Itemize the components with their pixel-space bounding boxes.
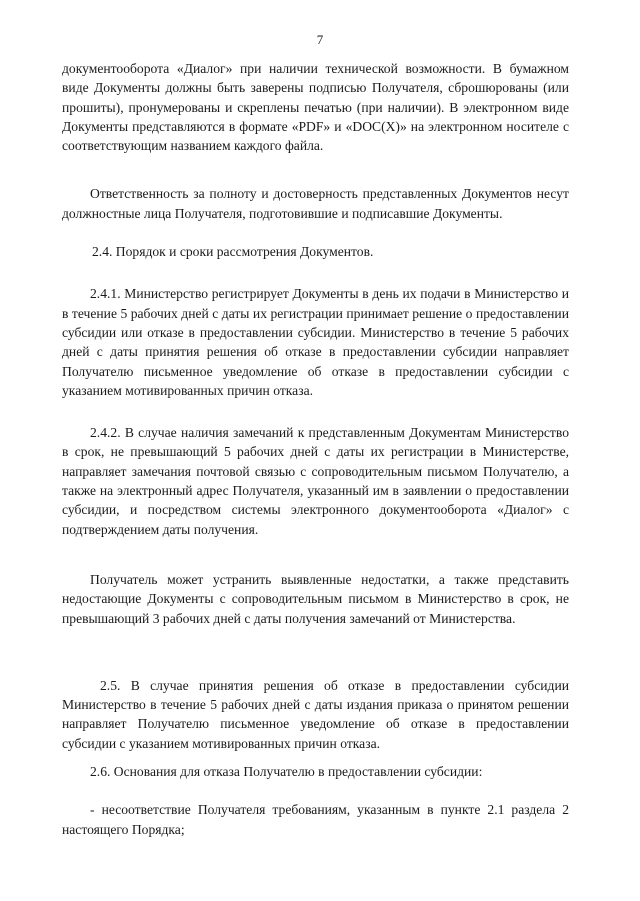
document-body bbox=[62, 59, 569, 839]
paragraph-2-5: 2.5. В случае принятия решения об отказе в предоставлении субсидии Министерство в течение 5 рабочих дней с даты издания приказа о принятом решении направляет Получателю письменное уведомление об отказе в предоставлении субсидии с указанием мотивированных причин отказа. bbox=[62, 677, 569, 751]
paragraph-2-4-1: 2.4.1. Министерство регистрирует Документы в день их подачи в Министерство и в течение 5 рабочих дней с даты их регистрации принимает решение о предоставлении субсидии или отказе в предоставлении субсидии. Министерство в течение 5 рабочих дней с даты принятия решения об отказе в предоставлении субсидии направляет Получателю письменное уведомление об отказе в предоставлении субсидии с указанием мотивированных причин отказа. bbox=[62, 286, 569, 398]
paragraph-responsibility: Ответственность за полноту и достоверность представленных Документов несут должностные лица Получателя, подготовившие и подписавшие Документы. bbox=[62, 186, 569, 221]
paragraph-refusal-ground-1: - несоответствие Получателя требованиям, указанным в пункте 2.1 раздела 2 настоящего Порядка; bbox=[62, 802, 569, 837]
paragraph-2-6: 2.6. Основания для отказа Получателю в предоставлении субсидии: bbox=[90, 764, 483, 780]
paragraph-2-4-2: 2.4.2. В случае наличия замечаний к представленным Документам Министерство в срок, не превышающий 5 рабочих дней с даты их регистрации в Министерстве, направляет замечания почтовой связью с сопроводительным письмом Получателю, а также на электронный адрес Получателя, указанный им в заявлении о предоставлении субсидии, и посредством системы электронного документооборота «Диалог» с подтверждением даты получения. bbox=[62, 425, 569, 537]
paragraph-documents-format: документооборота «Диалог» при наличии технической возможности. В бумажном виде Документы должны быть заверены подписью Получателя, сброшюрованы (или прошиты), пронумерованы и скреплены печатью (при наличии). В электронном виде Документы представляются в формате «PDF» и «DOC(X)» на электронном носителе с соответствующим названием каждого файла. bbox=[62, 61, 569, 154]
section-heading-2-4: 2.4. Порядок и сроки рассмотрения Документов. bbox=[92, 244, 374, 260]
page-number: 7 bbox=[316, 32, 324, 47]
paragraph-recipient-corrections: Получатель может устранить выявленные недостатки, а также представить недостающие Документы с сопроводительным письмом в Министерство в срок, не превышающий 3 рабочих дней с даты получения замечаний от Министерства. bbox=[62, 571, 569, 626]
